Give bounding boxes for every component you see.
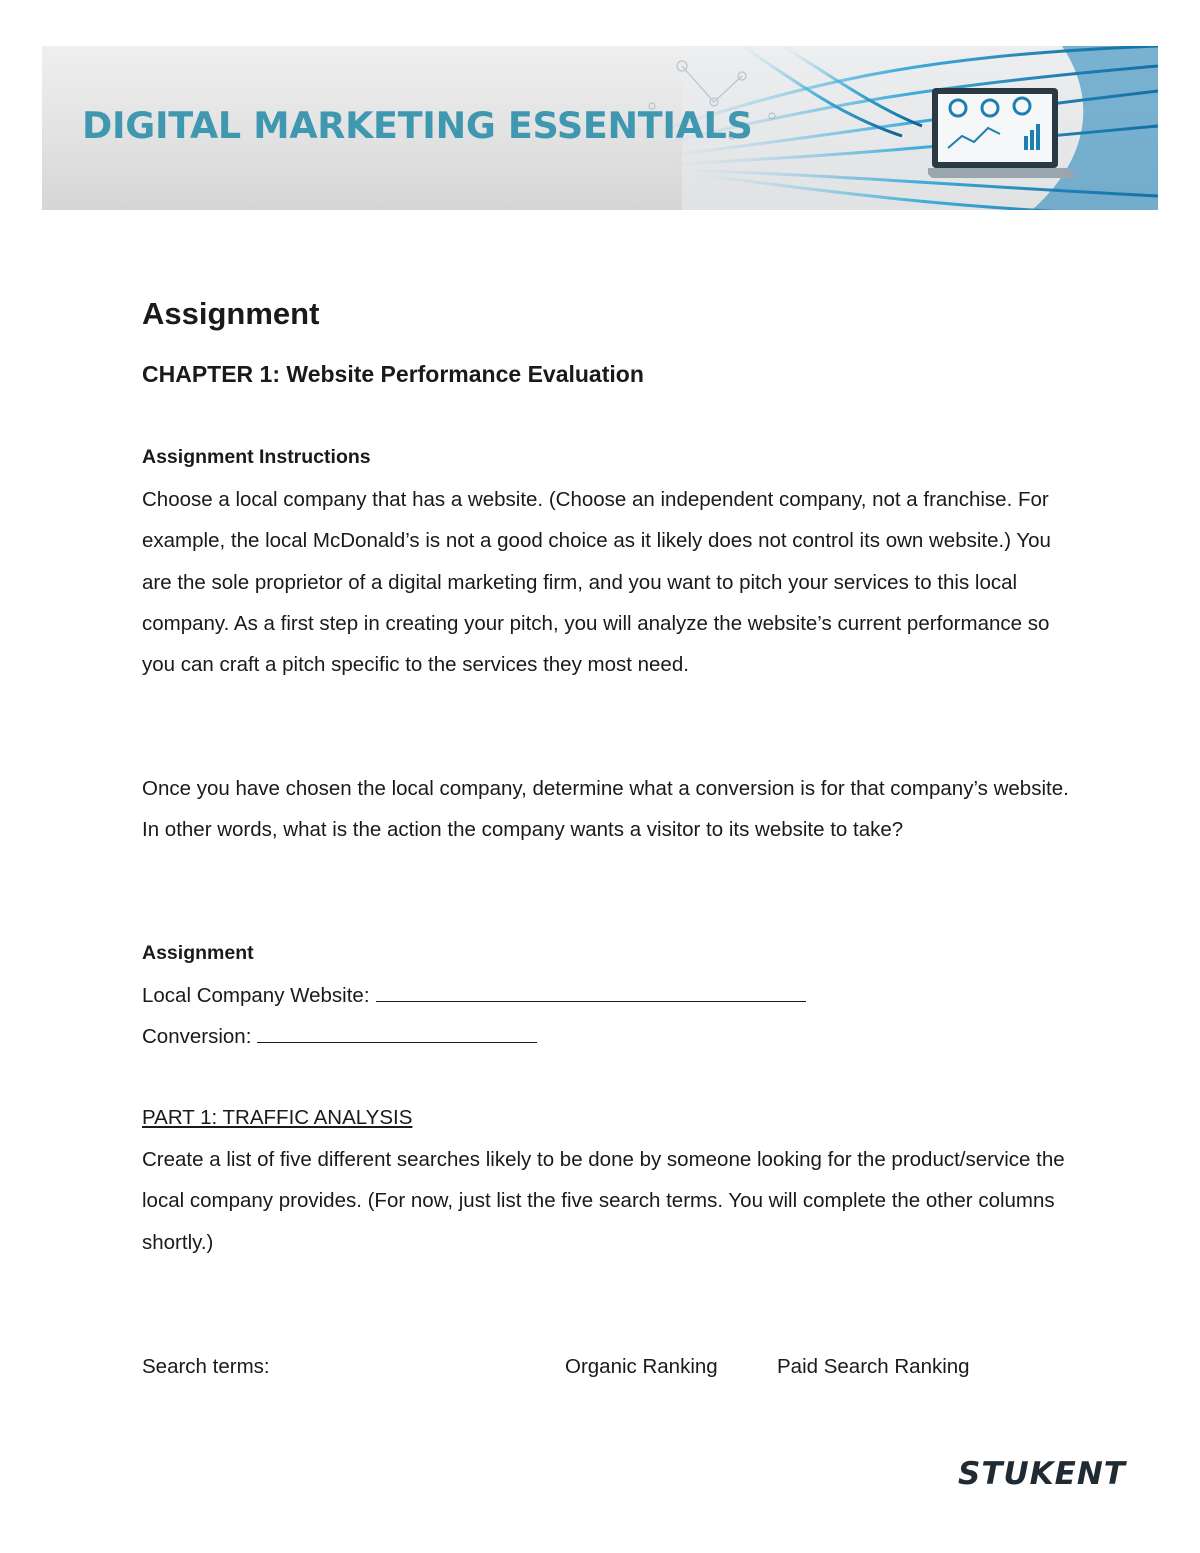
header-banner [42,46,1158,210]
part1-paragraph: Create a list of five different searches likely to be done by someone looking for the product/service the local company provides. (For now, just list the five search terms. You will complete the other columns shortly.) [142,1148,1065,1254]
chapter-heading: CHAPTER 1: Website Performance Evaluation [142,361,644,387]
conversion-field-label: Conversion: [142,1025,252,1048]
column-organic-ranking: Organic Ranking [565,1355,718,1378]
column-paid-search-ranking: Paid Search Ranking [777,1355,970,1378]
assignment-heading: Assignment [142,942,254,964]
column-search-terms: Search terms: [142,1355,270,1378]
website-field-row [142,983,806,1008]
instructions-heading: Assignment Instructions [142,446,371,468]
page-title: Assignment [142,296,320,331]
instructions-paragraph: Choose a local company that has a website. (Choose an independent company, not a franchise. For example, the local McDonald’s is not a good choice as it likely does not control its own website.) You are the sole proprietor of a digital marketing firm, and you want to pitch your services to this local company. As a first step in creating your pitch, you will analyze the website’s current performance so you can craft a pitch specific to the services they most need. [142,488,1051,677]
part1-heading: PART 1: TRAFFIC ANALYSIS [142,1106,413,1129]
website-field-blank[interactable] [376,983,806,1002]
stukent-logo-text: STUKENT [958,1456,1126,1490]
stukent-logo [958,1456,1134,1490]
banner-title: DIGITAL MARKETING ESSENTIALS [82,104,753,147]
conversion-field-blank[interactable] [257,1024,537,1043]
conversion-paragraph: Once you have chosen the local company, determine what a conversion is for that company’s website. In other words, what is the action the company wants a visitor to its website to take? [142,777,1069,842]
laptop-dashboard-icon [928,86,1100,206]
conversion-field-row [142,1024,537,1049]
website-field-label: Local Company Website: [142,984,370,1007]
